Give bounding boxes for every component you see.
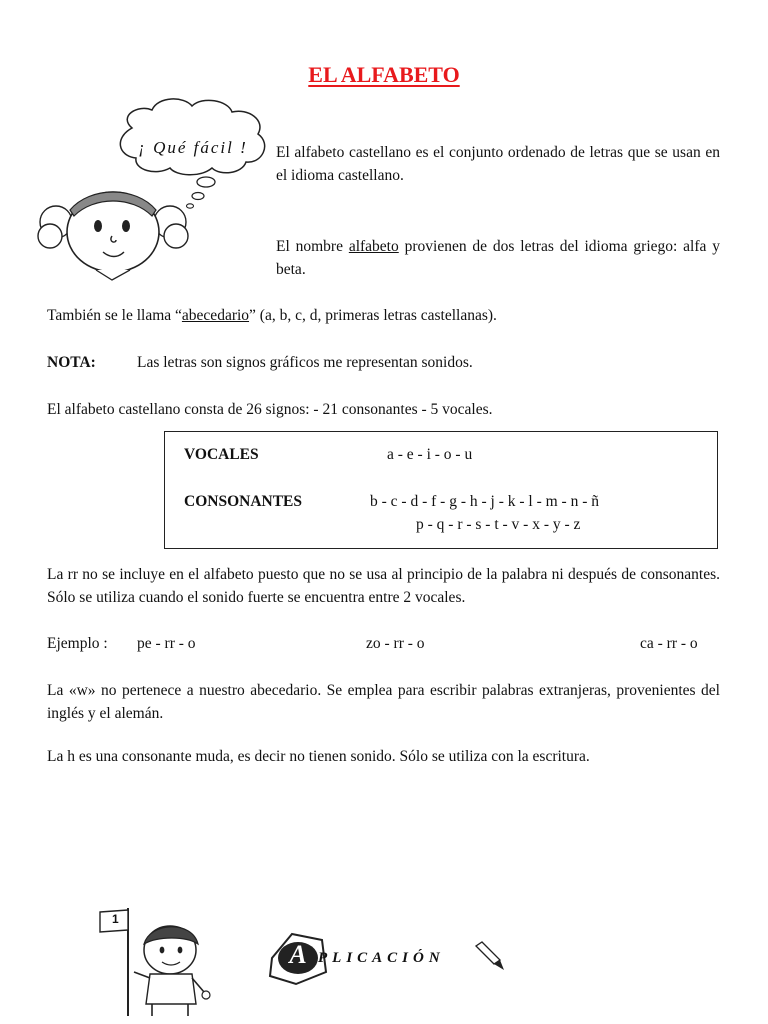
intro-p2-before: El nombre [276,238,349,255]
also-called-after: ” (a, b, c, d, primeras letras castellanas). [249,307,497,324]
intro-p2-after: provienen de dos letras del idioma griego: alfa y beta. [276,238,720,278]
w-paragraph: La «w» no pertenece a nuestro abecedario. Se emplea para escribir palabras extranjeras, provenientes del inglés y el alemán. [47,682,720,722]
page-title: EL ALFABETO [308,62,460,87]
logo-text: PLICACIÓN [318,950,445,966]
term-abecedario: abecedario [181,307,250,324]
example-item-perro: pe - rr - o [137,635,196,652]
vowels-list: a - e - i - o - u [387,446,473,463]
vowels-label: VOCALES [184,446,259,463]
nota-label: NOTA: [47,354,96,371]
flag-number: 1 [112,912,119,926]
h-paragraph: La h es una consonante muda, es decir no tienen sonido. Sólo se utiliza con la escritura. [47,748,590,765]
also-called-before: También se le llama “ [47,307,182,324]
example-item-carro: ca - rr - o [640,635,698,652]
rr-paragraph: La rr no se incluye en el alfabeto puesto que no se usa al principio de la palabra ni después de consonantes. Sólo se utiliza cuando el sonido fuerte se encuentra entre 2 vocales. [47,566,720,606]
consonants-list-line-2: p - q - r - s - t - v - x - y - z [416,516,581,533]
consonants-list-line-1: b - c - d - f - g - h - j - k - l - m - n - ñ [370,493,599,510]
thought-bubble-text: ¡ Qué fácil ! [138,138,248,157]
consonants-label: CONSONANTES [184,493,302,510]
pencil-icon [476,942,504,970]
term-alfabeto: alfabeto [348,238,399,255]
logo-initial: A [289,940,307,969]
intro-paragraph-1: El alfabeto castellano es el conjunto ordenado de letras que se usan en el idioma castellano. [276,144,720,184]
example-item-zorro: zo - rr - o [366,635,425,652]
alphabet-count-text: El alfabeto castellano consta de 26 signos: - 21 consonantes - 5 vocales. [47,401,493,418]
example-label: Ejemplo : [47,635,108,652]
nota-text: Las letras son signos gráficos me representan sonidos. [137,354,473,371]
